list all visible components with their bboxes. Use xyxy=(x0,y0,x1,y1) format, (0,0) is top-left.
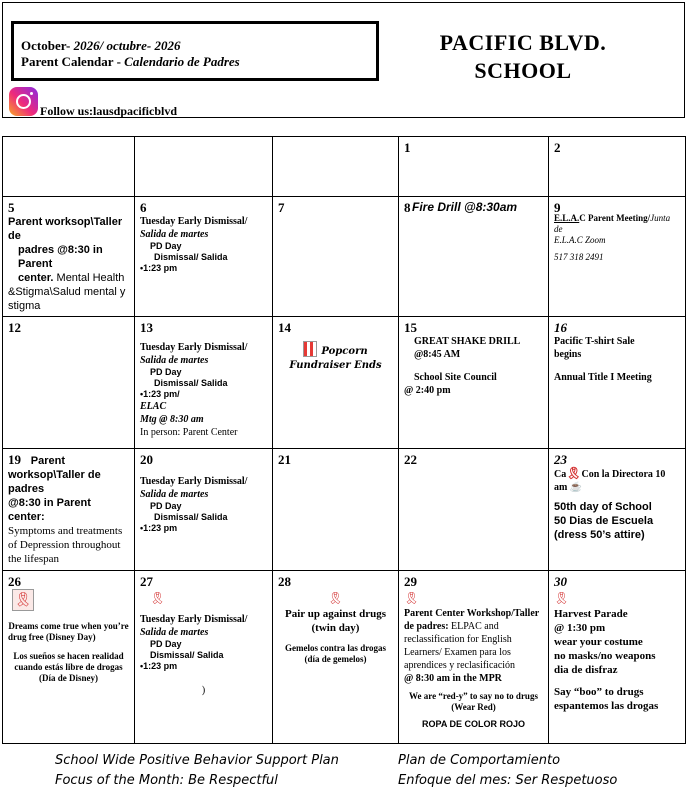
event-workshop: Parent worksop\Taller de padres @8:30 in Parent center. Mental Health &Stigma\Salud mental y stigma xyxy=(8,216,126,312)
follow-us-text: Follow us:lausdpacificblvd xyxy=(40,104,178,118)
event-elac-meeting: E.L.A.C Parent Meeting/Junta de xyxy=(554,213,671,234)
day-cell-21: 21 xyxy=(273,449,399,571)
week-row xyxy=(3,137,686,197)
event-popcorn: Popcorn Fundraiser Ends xyxy=(278,341,393,372)
red-ribbon-icon: 🎗 xyxy=(554,591,570,605)
red-ribbon-icon: 🎗 xyxy=(327,591,344,605)
day-cell-1: 1 xyxy=(399,137,549,197)
day-cell-empty xyxy=(273,137,399,197)
calendar-grid xyxy=(2,136,686,744)
day-cell-23: 23 Ca🎗Con la Directora 10 am ☕ 50th day of School 50 Dias de Escuela (dress 50’s attire) xyxy=(549,449,686,571)
calendar-header xyxy=(2,2,685,118)
day-cell-20: 20 Tuesday Early Dismissal/ Salida de martes PD Day Dismissal/ Salida •1:23 pm xyxy=(135,449,273,571)
red-ribbon-icon: 🎗 xyxy=(150,591,166,605)
day-cell-19: 19 Parent worksop\Taller de padres @8:30 in Parent center: Symptoms and treatments of Depression throughout the lifespan xyxy=(3,449,135,571)
day-cell-29: 29 🎗 Parent Center Workshop/Taller de padres: ELPAC and reclassification for English Learners/ Examen para los aprendices y reclasificación @ 8:30 am in the MPR We are “red-y” to say no to drugs (Wear Red) ROPA DE COLOR ROJO xyxy=(399,571,549,744)
month-title: October- 2026/ octubre- 2026 xyxy=(21,38,181,53)
footer-spanish: Plan de Comportamiento Enfoque del mes: Ser Respetuoso xyxy=(398,753,618,788)
instagram-icon[interactable] xyxy=(9,87,38,116)
red-ribbon-icon: 🎗 xyxy=(12,589,34,611)
day-cell-2: 2 xyxy=(549,137,686,197)
day-cell-6: 6 Tuesday Early Dismissal/ Salida de martes PD Day Dismissal/ Salida •1:23 pm xyxy=(135,197,273,317)
title-box xyxy=(11,21,379,81)
school-name: PACIFIC BLVD. SCHOOL xyxy=(439,30,607,83)
week-row xyxy=(3,197,686,317)
day-cell-empty xyxy=(135,137,273,197)
calendar-title: Parent Calendar - Calendario de Padres xyxy=(21,54,240,69)
day-cell-empty xyxy=(3,137,135,197)
day-cell-26: 26 🎗 Dreams come true when you’re drug free (Disney Day) Los sueños se hacen realidad cuando estás libre de drogas (Día de Disney) xyxy=(3,571,135,744)
popcorn-icon xyxy=(303,341,317,357)
coffee-cup-icon: ☕ xyxy=(569,482,583,493)
week-row xyxy=(3,317,686,449)
red-ribbon-icon: 🎗 xyxy=(404,591,420,605)
day-cell-30: 30 🎗 Harvest Parade @ 1:30 pm wear your costume no masks/no weapons dia de disfraz Say “boo” to drugs espantemos las drogas xyxy=(549,571,686,744)
day-cell-22: 22 xyxy=(399,449,549,571)
footer-english: School Wide Positive Behavior Support Plan Focus of the Month: Be Respectful xyxy=(55,753,339,788)
day-cell-27: 27 🎗 Tuesday Early Dismissal/ Salida de martes PD Day Dismissal/ Salida •1:23 pm ) xyxy=(135,571,273,744)
week-row xyxy=(3,571,686,744)
week-row xyxy=(3,449,686,571)
day-cell-16: 16 Pacific T-shirt Sale begins Annual Title I Meeting xyxy=(549,317,686,449)
day-cell-28: 28 🎗 Pair up against drugs (twin day) Gemelos contra las drogas (día de gemelos) xyxy=(273,571,399,744)
day-cell-8: 8 Fire Drill @8:30am xyxy=(399,197,549,317)
day-cell-5: 5 Parent worksop\Taller de padres @8:30 in Parent center. Mental Health &Stigma\Salud mental y stigma xyxy=(3,197,135,317)
red-ribbon-icon: 🎗 xyxy=(566,466,582,480)
day-cell-7: 7 xyxy=(273,197,399,317)
event-fire-drill: Fire Drill @8:30am xyxy=(412,200,518,214)
day-cell-9: 9 E.L.A.C Parent Meeting/Junta de E.L.A.C Zoom 517 318 2491 xyxy=(549,197,686,317)
day-cell-14: 14 Popcorn Fundraiser Ends xyxy=(273,317,399,449)
day-cell-12: 12 xyxy=(3,317,135,449)
day-cell-15: 15 GREAT SHAKE DRILL @8:45 AM School Site Council @ 2:40 pm xyxy=(399,317,549,449)
day-cell-13: 13 Tuesday Early Dismissal/ Salida de martes PD Day Dismissal/ Salida •1:23 pm/ ELAC Mtg @ 8:30 am In person: Parent Center xyxy=(135,317,273,449)
